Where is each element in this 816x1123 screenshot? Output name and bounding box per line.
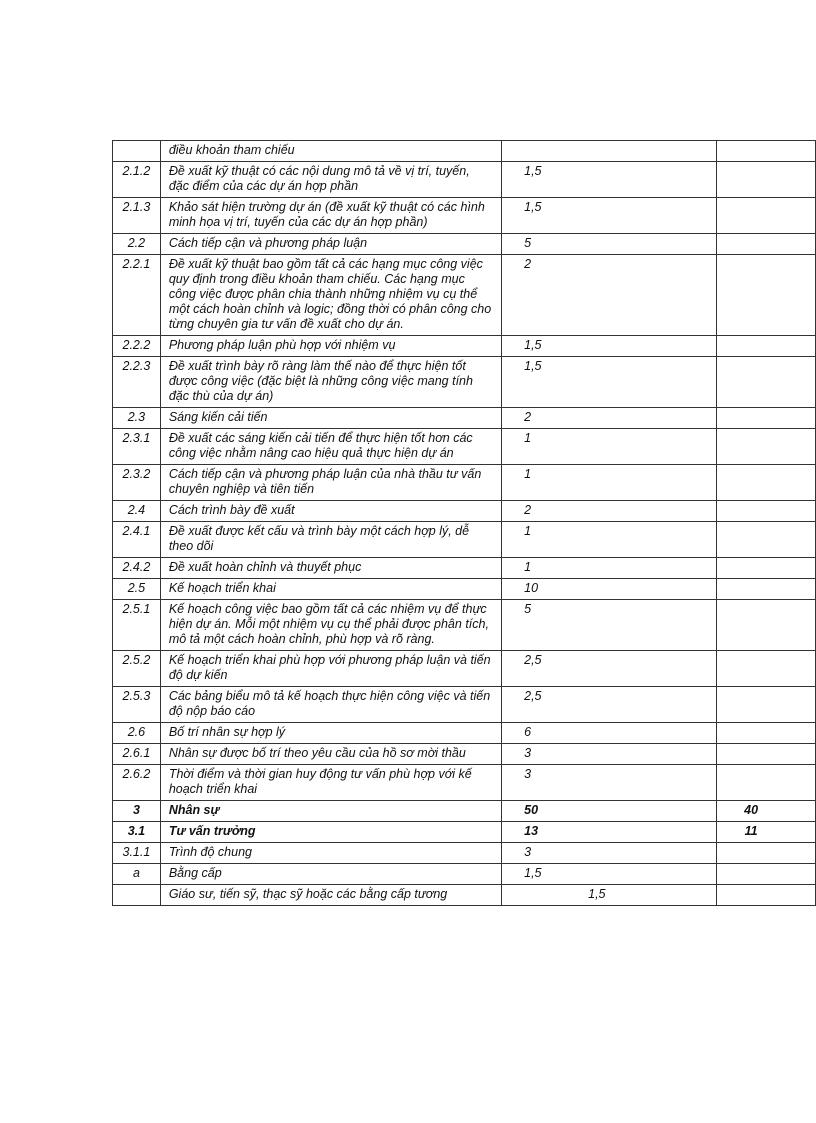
- row-description-cell: điều khoản tham chiếu: [160, 141, 501, 162]
- row-description-cell: Tư vấn trưởng: [160, 822, 501, 843]
- row-number-cell: 2.2.1: [113, 255, 161, 336]
- table-body: [113, 141, 816, 906]
- table-row: [113, 744, 816, 765]
- row-number-cell: 2.5.1: [113, 600, 161, 651]
- row-score-cell: 1: [502, 429, 717, 465]
- row-extra-score-cell: [717, 357, 816, 408]
- row-extra-score-cell: [717, 843, 816, 864]
- table-row: [113, 234, 816, 255]
- row-extra-score-cell: [717, 723, 816, 744]
- row-description-cell: Cách tiếp cận và phương pháp luận của nhà thầu tư vấn chuyên nghiệp và tiên tiến: [160, 465, 501, 501]
- row-score-cell: 5: [502, 234, 717, 255]
- row-description-cell: Nhân sự được bố trí theo yêu cầu của hồ sơ mời thầu: [160, 744, 501, 765]
- table-row: [113, 801, 816, 822]
- row-number-cell: 2.2.3: [113, 357, 161, 408]
- row-number-cell: 2.3: [113, 408, 161, 429]
- row-description-cell: Nhân sự: [160, 801, 501, 822]
- row-score-cell: 2: [502, 501, 717, 522]
- row-description-cell: Các bảng biểu mô tả kế hoạch thực hiện công việc và tiến độ nộp báo cáo: [160, 687, 501, 723]
- table-row: [113, 465, 816, 501]
- row-extra-score-cell: [717, 336, 816, 357]
- row-number-cell: 2.5.2: [113, 651, 161, 687]
- table-row: [113, 723, 816, 744]
- row-extra-score-cell: [717, 234, 816, 255]
- table-row: [113, 687, 816, 723]
- table-row: [113, 843, 816, 864]
- row-number-cell: 3.1.1: [113, 843, 161, 864]
- row-description-cell: Giáo sư, tiến sỹ, thạc sỹ hoặc các bằng cấp tương: [160, 885, 501, 906]
- row-number-cell: 2.2.2: [113, 336, 161, 357]
- row-extra-score-cell: [717, 429, 816, 465]
- row-number-cell: [113, 141, 161, 162]
- row-description-cell: Kế hoạch triển khai: [160, 579, 501, 600]
- row-description-cell: Cách tiếp cận và phương pháp luận: [160, 234, 501, 255]
- row-number-cell: 2.4.1: [113, 522, 161, 558]
- row-score-cell: 5: [502, 600, 717, 651]
- row-description-cell: Khảo sát hiện trường dự án (đề xuất kỹ thuật có các hình minh họa vị trí, tuyến của các dự án hợp phần): [160, 198, 501, 234]
- row-score-cell: 1,5: [502, 885, 717, 906]
- row-score-cell: [502, 141, 717, 162]
- row-description-cell: Trình độ chung: [160, 843, 501, 864]
- row-score-cell: 1: [502, 465, 717, 501]
- row-extra-score-cell: [717, 162, 816, 198]
- row-score-cell: 2,5: [502, 687, 717, 723]
- row-description-cell: Thời điểm và thời gian huy động tư vấn phù hợp với kế hoạch triển khai: [160, 765, 501, 801]
- table-row: [113, 522, 816, 558]
- row-extra-score-cell: [717, 765, 816, 801]
- row-extra-score-cell: [717, 465, 816, 501]
- row-number-cell: [113, 885, 161, 906]
- row-extra-score-cell: [717, 141, 816, 162]
- row-extra-score-cell: [717, 744, 816, 765]
- table-row: [113, 501, 816, 522]
- row-number-cell: 2.6.1: [113, 744, 161, 765]
- row-extra-score-cell: [717, 255, 816, 336]
- row-number-cell: 2.5.3: [113, 687, 161, 723]
- row-number-cell: a: [113, 864, 161, 885]
- row-description-cell: Kế hoạch triển khai phù hợp với phương pháp luận và tiến độ dự kiến: [160, 651, 501, 687]
- row-extra-score-cell: [717, 522, 816, 558]
- row-description-cell: Đề xuất được kết cấu và trình bày một cách hợp lý, dễ theo dõi: [160, 522, 501, 558]
- row-score-cell: 1: [502, 522, 717, 558]
- row-extra-score-cell: [717, 408, 816, 429]
- row-number-cell: 2.3.2: [113, 465, 161, 501]
- row-extra-score-cell: [717, 198, 816, 234]
- row-score-cell: 1,5: [502, 864, 717, 885]
- row-score-cell: 3: [502, 744, 717, 765]
- row-score-cell: 10: [502, 579, 717, 600]
- row-score-cell: 6: [502, 723, 717, 744]
- table-row: [113, 864, 816, 885]
- row-extra-score-cell: [717, 687, 816, 723]
- table-row: [113, 579, 816, 600]
- row-description-cell: Đề xuất kỹ thuật bao gồm tất cả các hạng mục công việc quy định trong điều khoản tham chiếu. Các hạng mục công việc được phân chia thành những nhiệm vụ cụ thể một cách hoàn chỉnh và logic; đồng thời có phân công cho từng chuyên gia tư vấn đề xuất cho dự án.: [160, 255, 501, 336]
- row-description-cell: Bố trí nhân sự hợp lý: [160, 723, 501, 744]
- row-score-cell: 50: [502, 801, 717, 822]
- table-row: [113, 141, 816, 162]
- table-row: [113, 822, 816, 843]
- table-row: [113, 162, 816, 198]
- table-row: [113, 429, 816, 465]
- row-description-cell: Đề xuất các sáng kiến cải tiến để thực hiện tốt hơn các công việc nhằm nâng cao hiệu quả thực hiện dự án: [160, 429, 501, 465]
- row-score-cell: 1: [502, 558, 717, 579]
- row-score-cell: 1,5: [502, 162, 717, 198]
- row-description-cell: Đề xuất trình bày rõ ràng làm thế nào để thực hiện tốt được công việc (đặc biệt là những công việc mang tính đặc thù của dự án): [160, 357, 501, 408]
- row-number-cell: 2.6.2: [113, 765, 161, 801]
- row-extra-score-cell: 11: [717, 822, 816, 843]
- row-score-cell: 1,5: [502, 357, 717, 408]
- table-row: [113, 357, 816, 408]
- table-row: [113, 336, 816, 357]
- row-number-cell: 2.1.2: [113, 162, 161, 198]
- table-row: [113, 651, 816, 687]
- row-score-cell: 2,5: [502, 651, 717, 687]
- row-number-cell: 2.4: [113, 501, 161, 522]
- table-row: [113, 885, 816, 906]
- row-number-cell: 2.5: [113, 579, 161, 600]
- table-row: [113, 558, 816, 579]
- row-number-cell: 3.1: [113, 822, 161, 843]
- row-number-cell: 2.2: [113, 234, 161, 255]
- evaluation-criteria-table: [112, 140, 816, 906]
- row-description-cell: Bằng cấp: [160, 864, 501, 885]
- row-extra-score-cell: [717, 864, 816, 885]
- row-extra-score-cell: [717, 885, 816, 906]
- table-row: [113, 600, 816, 651]
- row-score-cell: 1,5: [502, 198, 717, 234]
- table-row: [113, 255, 816, 336]
- table-row: [113, 198, 816, 234]
- row-description-cell: Sáng kiến cải tiến: [160, 408, 501, 429]
- row-extra-score-cell: 40: [717, 801, 816, 822]
- row-score-cell: 3: [502, 843, 717, 864]
- row-score-cell: 2: [502, 408, 717, 429]
- row-score-cell: 1,5: [502, 336, 717, 357]
- row-description-cell: Cách trình bày đề xuất: [160, 501, 501, 522]
- row-number-cell: 2.6: [113, 723, 161, 744]
- row-number-cell: 3: [113, 801, 161, 822]
- row-extra-score-cell: [717, 501, 816, 522]
- row-description-cell: Đề xuất hoàn chỉnh và thuyết phục: [160, 558, 501, 579]
- row-description-cell: Đề xuất kỹ thuật có các nội dung mô tả về vị trí, tuyến, đặc điểm của các dự án hợp phần: [160, 162, 501, 198]
- row-score-cell: 2: [502, 255, 717, 336]
- row-extra-score-cell: [717, 651, 816, 687]
- row-extra-score-cell: [717, 600, 816, 651]
- row-score-cell: 3: [502, 765, 717, 801]
- row-description-cell: Kế hoạch công việc bao gồm tất cả các nhiệm vụ để thực hiện dự án. Mỗi một nhiệm vụ cụ thể phải được phân tích, mô tả một cách hoàn chỉnh, phù hợp và rõ ràng.: [160, 600, 501, 651]
- row-number-cell: 2.1.3: [113, 198, 161, 234]
- table-row: [113, 408, 816, 429]
- table-row: [113, 765, 816, 801]
- row-number-cell: 2.4.2: [113, 558, 161, 579]
- row-extra-score-cell: [717, 579, 816, 600]
- row-score-cell: 13: [502, 822, 717, 843]
- row-description-cell: Phương pháp luận phù hợp với nhiệm vụ: [160, 336, 501, 357]
- row-extra-score-cell: [717, 558, 816, 579]
- row-number-cell: 2.3.1: [113, 429, 161, 465]
